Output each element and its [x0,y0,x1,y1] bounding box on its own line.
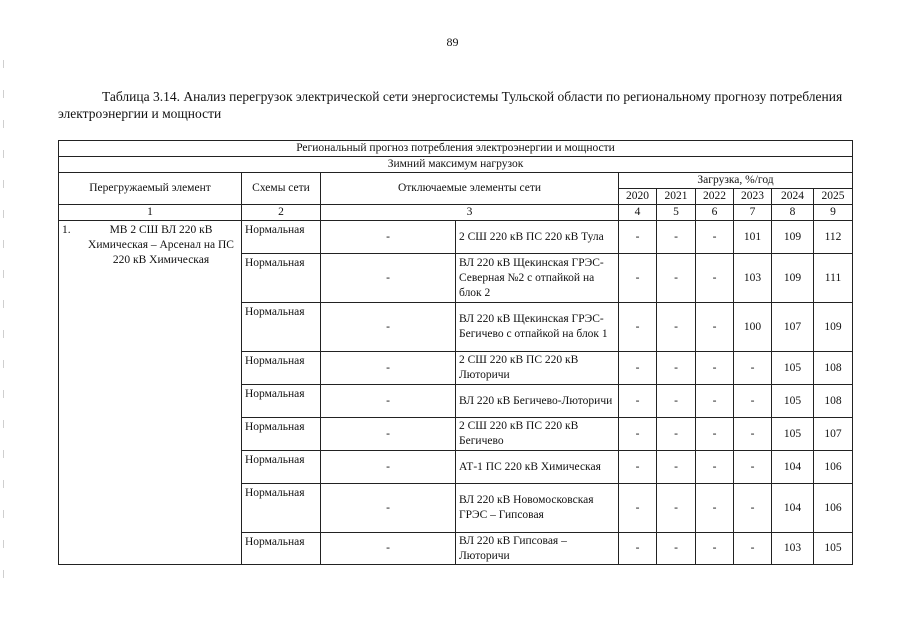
scheme-cell: Нормальная [242,303,321,352]
page-number: 89 [446,35,459,49]
load-value: 112 [814,221,853,254]
element-name: МВ 2 СШ ВЛ 220 кВ Химическая – Арсенал на ПС 220 кВ Химическая [88,224,234,266]
column-index: 4 [619,205,657,221]
column-index: 7 [734,205,772,221]
load-value: - [696,533,734,565]
load-value: - [696,385,734,418]
load-value: - [696,254,734,303]
load-value: - [619,303,657,352]
load-value: 101 [734,221,772,254]
disconnected-element-cell: ВЛ 220 кВ Щекинская ГРЭС-Бегичево с отпайкой на блок 1 [456,303,619,352]
load-value: - [619,254,657,303]
header-year: 2024 [772,189,814,205]
table-body [59,221,853,565]
column-index: 9 [814,205,853,221]
load-value: - [657,418,696,451]
dash-cell: - [321,303,456,352]
disconnected-element-cell: 2 СШ 220 кВ ПС 220 кВ Бегичево [456,418,619,451]
dash-cell: - [321,352,456,385]
load-value: - [619,484,657,533]
load-value: 103 [734,254,772,303]
header-year: 2022 [696,189,734,205]
column-index: 8 [772,205,814,221]
disconnected-element-cell: ВЛ 220 кВ Новомосковская ГРЭС – Гипсовая [456,484,619,533]
load-value: - [734,533,772,565]
header-disconnected: Отключаемые элементы сети [321,173,619,205]
load-value: 105 [772,385,814,418]
load-value: - [734,385,772,418]
load-value: 107 [814,418,853,451]
disconnected-element-cell: АТ-1 ПС 220 кВ Химическая [456,451,619,484]
disconnected-element-cell: ВЛ 220 кВ Гипсовая – Лютоpичи [456,533,619,565]
load-value: - [657,303,696,352]
load-value: - [696,352,734,385]
disconnected-element-cell: ВЛ 220 кВ Щекинская ГРЭС-Северная №2 с отпайкой на блок 2 [456,254,619,303]
overloaded-element-cell [59,221,242,565]
load-value: 106 [814,451,853,484]
load-value: - [696,484,734,533]
dash-cell: - [321,533,456,565]
header-year: 2025 [814,189,853,205]
dash-cell: - [321,484,456,533]
load-value: 103 [772,533,814,565]
table-row [59,221,853,254]
load-value: - [619,352,657,385]
load-value: - [619,533,657,565]
header-year: 2021 [657,189,696,205]
load-value: 108 [814,385,853,418]
scheme-cell: Нормальная [242,533,321,565]
load-value: - [734,451,772,484]
header-scheme: Схемы сети [242,173,321,205]
table-caption: Таблица 3.14. Анализ перегрузок электрической сети энергосистемы Тульской области по региональному прогнозу потребления электроэнергии и мощности [58,89,843,121]
column-index: 6 [696,205,734,221]
load-value: - [734,352,772,385]
load-value: - [657,352,696,385]
overload-table [58,140,853,565]
load-value: - [619,418,657,451]
load-value: 109 [772,221,814,254]
column-index: 1 [59,205,242,221]
load-value: 107 [772,303,814,352]
header-element: Перегружаемый элемент [59,173,242,205]
load-value: - [657,484,696,533]
load-value: - [657,221,696,254]
load-value: - [657,451,696,484]
dash-cell: - [321,385,456,418]
load-value: - [696,221,734,254]
load-value: - [657,385,696,418]
dash-cell: - [321,451,456,484]
load-value: - [734,484,772,533]
load-value: - [657,254,696,303]
dash-cell: - [321,254,456,303]
load-value: 108 [814,352,853,385]
header-load: Загрузка, %/год [619,173,853,189]
disconnected-element-cell: 2 СШ 220 кВ ПС 220 кВ Лютоpичи [456,352,619,385]
load-value: 106 [814,484,853,533]
load-value: 105 [772,352,814,385]
load-value: - [657,533,696,565]
load-value: 100 [734,303,772,352]
load-value: 109 [772,254,814,303]
load-value: 104 [772,484,814,533]
table-subtitle-row: Зимний максимум нагрузок [59,157,853,173]
scheme-cell: Нормальная [242,484,321,533]
element-number: 1. [62,224,71,236]
dash-cell: - [321,418,456,451]
dash-cell: - [321,221,456,254]
load-value: 105 [772,418,814,451]
column-index: 2 [242,205,321,221]
load-value: - [696,303,734,352]
load-value: 105 [814,533,853,565]
load-value: - [734,418,772,451]
header-year: 2023 [734,189,772,205]
scheme-cell: Нормальная [242,418,321,451]
margin-marks [2,60,6,620]
load-value: - [696,451,734,484]
table-title-row: Региональный прогноз потребления электроэнергии и мощности [59,141,853,157]
disconnected-element-cell: ВЛ 220 кВ Бегичево-Лютоpичи [456,385,619,418]
load-value: - [619,451,657,484]
scheme-cell: Нормальная [242,451,321,484]
load-value: - [619,385,657,418]
scheme-cell: Нормальная [242,385,321,418]
column-index: 3 [321,205,619,221]
load-value: 111 [814,254,853,303]
disconnected-element-cell: 2 СШ 220 кВ ПС 220 кВ Тула [456,221,619,254]
scheme-cell: Нормальная [242,254,321,303]
load-value: 104 [772,451,814,484]
column-index: 5 [657,205,696,221]
header-year: 2020 [619,189,657,205]
scheme-cell: Нормальная [242,352,321,385]
scheme-cell: Нормальная [242,221,321,254]
load-value: - [696,418,734,451]
load-value: - [619,221,657,254]
load-value: 109 [814,303,853,352]
